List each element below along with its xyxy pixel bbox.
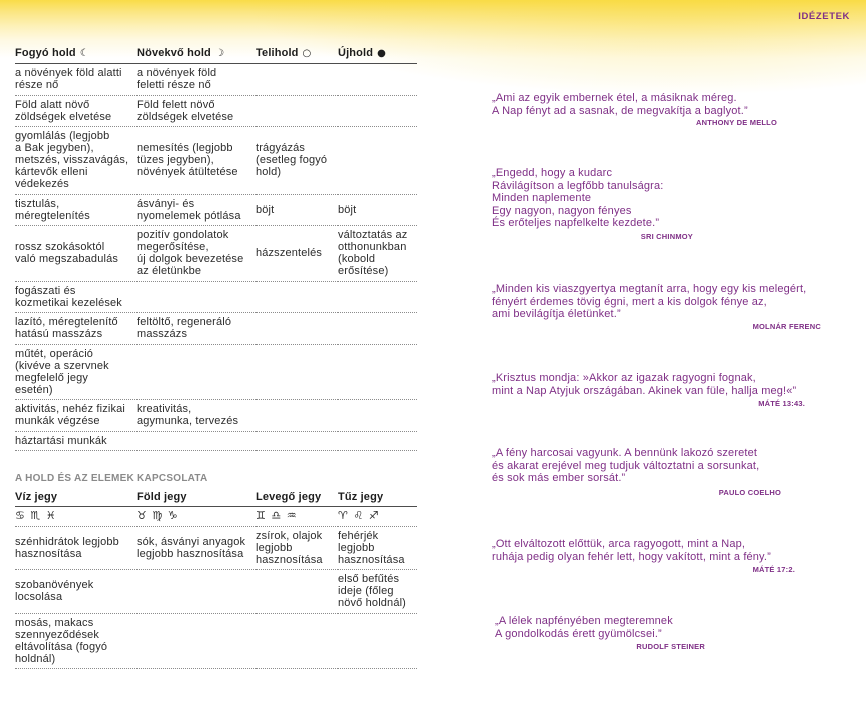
quote-author: MOLNÁR FERENC	[752, 322, 821, 331]
waxing-moon-cell	[137, 344, 256, 400]
header-label: Telihold	[256, 47, 299, 59]
water-sign-cell: mosás, makacs szennyeződések eltávolítása (fogyó holdnál)	[15, 613, 137, 669]
new-moon-cell	[338, 313, 417, 345]
section-label: IDÉZETEK	[798, 11, 850, 22]
full-moon-cell: trágyázás (esetleg fogyó hold)	[256, 127, 338, 195]
elements-table-row	[15, 613, 417, 669]
new-moon-cell: változtatás az otthonunkban (kobold erősítése)	[338, 226, 417, 282]
waxing-moon-cell: pozitív gondolatok megerősítése, új dolgok bevezetése az életünkbe	[137, 226, 256, 282]
elements-table-header-row	[15, 489, 417, 507]
full-moon-cell	[256, 281, 338, 313]
elements-table-row	[15, 526, 417, 570]
quote-author: ANTHONY DE MELLO	[696, 118, 777, 127]
full-moon-cell	[256, 431, 338, 451]
full-moon-icon: ○	[302, 48, 312, 59]
moon-table-row	[15, 344, 417, 400]
quote-author: MÁTÉ 17:2.	[752, 565, 795, 574]
elements-section-title: A HOLD ÉS AZ ELEMEK KAPCSOLATA	[15, 473, 208, 484]
moon-table-row	[15, 127, 417, 195]
header-fire-sign: Tűz jegy	[338, 489, 417, 507]
zodiac-symbols-row	[15, 507, 417, 527]
moon-table-row	[15, 281, 417, 313]
moon-table-row	[15, 194, 417, 226]
waning-moon-cell: tisztulás, méregtelenítés	[15, 194, 137, 226]
new-moon-cell	[338, 127, 417, 195]
moon-elements-table	[15, 489, 417, 669]
header-new-moon	[338, 45, 417, 64]
quote-author: SRI CHINMOY	[640, 232, 693, 241]
waning-moon-cell: a növények föld alatti része nő	[15, 64, 137, 96]
new-moon-cell	[338, 400, 417, 432]
new-moon-cell	[338, 344, 417, 400]
waxing-moon-cell: ásványi- és nyomelemek pótlása	[137, 194, 256, 226]
waxing-moon-cell: nemesítés (legjobb tüzes jegyben), növények átültetése	[137, 127, 256, 195]
air-sign-cell	[256, 570, 338, 614]
new-moon-cell	[338, 64, 417, 96]
waning-moon-cell: Föld alatt növő zöldségek elvetése	[15, 95, 137, 127]
full-moon-cell: házszentelés	[256, 226, 338, 282]
quote-text: „A fény harcosai vagyunk. A bennünk lakozó szeretet és akarat erejével meg tudjuk változtatni a sorsunkat, és sok más ember sorsát.”	[492, 447, 760, 484]
waning-moon-cell: aktivitás, nehéz fizikai munkák végzése	[15, 400, 137, 432]
fire-sign-cell: fehérjék legjobb hasznosítása	[338, 526, 417, 570]
full-moon-cell	[256, 344, 338, 400]
full-moon-cell	[256, 313, 338, 345]
fire-sign-cell: első befűtés ideje (főleg növő holdnál)	[338, 570, 417, 614]
waning-moon-cell: műtét, operáció (kivéve a szervnek megfelelő jegy esetén)	[15, 344, 137, 400]
waxing-moon-cell: kreativitás, agymunka, tervezés	[137, 400, 256, 432]
moon-phase-table	[15, 45, 417, 451]
header-earth-sign: Föld jegy	[137, 489, 256, 507]
waxing-moon-cell: feltöltő, regeneráló masszázs	[137, 313, 256, 345]
quote-author: PAULO COELHO	[718, 488, 781, 497]
earth-signs-icons: ♉ ♍ ♑	[137, 507, 256, 527]
full-moon-cell	[256, 400, 338, 432]
header-full-moon	[256, 45, 338, 64]
header-waning-moon	[15, 45, 137, 64]
header-label: Növekvő hold	[137, 47, 211, 59]
quote-text: „A lélek napfényében megteremnek A gondolkodás érett gyümölcsei.”	[495, 615, 673, 640]
waxing-moon-cell: Föld felett növő zöldségek elvetése	[137, 95, 256, 127]
waxing-moon-cell	[137, 431, 256, 451]
quote-text: „Ott elváltozott előttük, arca ragyogott, mint a Nap, ruhája pedig olyan fehér lett, hogy vakított, mint a fény.”	[492, 538, 771, 563]
new-moon-cell	[338, 281, 417, 313]
air-signs-icons: ♊ ♎ ♒	[256, 507, 338, 527]
quote-author: MÁTÉ 13:43.	[758, 399, 805, 408]
moon-table-row	[15, 64, 417, 96]
waning-moon-cell: rossz szokásoktól való megszabadulás	[15, 226, 137, 282]
waxing-moon-cell: a növények föld feletti része nő	[137, 64, 256, 96]
full-moon-cell	[256, 64, 338, 96]
waning-moon-icon: ☾	[79, 48, 89, 59]
full-moon-cell: böjt	[256, 194, 338, 226]
header-label: Újhold	[338, 47, 374, 59]
new-moon-cell	[338, 431, 417, 451]
fire-signs-icons: ♈ ♌ ♐	[338, 507, 417, 527]
new-moon-cell: böjt	[338, 194, 417, 226]
quote-text: „Minden kis viaszgyertya megtanít arra, hogy egy kis melegért, fényért érdemes tövig égni, mert a kis dolgok fénye az, ami bevilágítja életünket.”	[492, 283, 807, 320]
waning-moon-cell: fogászati és kozmetikai kezelések	[15, 281, 137, 313]
header-air-sign: Levegő jegy	[256, 489, 338, 507]
full-moon-cell	[256, 95, 338, 127]
quote-text: „Engedd, hogy a kudarc Rávilágítson a legfőbb tanulságra: Minden naplemente Egy nagyon, nagyon fényes És erőteljes napfelkelte kezdete.”	[492, 167, 664, 229]
earth-sign-cell	[137, 613, 256, 669]
air-sign-cell	[256, 613, 338, 669]
moon-table-header-row	[15, 45, 417, 64]
earth-sign-cell: sók, ásványi anyagok legjobb hasznosítása	[137, 526, 256, 570]
moon-table-row	[15, 431, 417, 451]
waxing-moon-cell	[137, 281, 256, 313]
waning-moon-cell: lazító, méregtelenítő hatású masszázs	[15, 313, 137, 345]
quote-text: „Ami az egyik embernek étel, a másiknak méreg. A Nap fényt ad a sasnak, de megvakítja a baglyot.”	[492, 92, 748, 117]
fire-sign-cell	[338, 613, 417, 669]
moon-table-row	[15, 226, 417, 282]
new-moon-icon: ●	[377, 48, 386, 59]
water-sign-cell: szobanövények locsolása	[15, 570, 137, 614]
quote-author: RUDOLF STEINER	[636, 642, 705, 651]
header-label: Fogyó hold	[15, 47, 76, 59]
water-signs-icons: ♋ ♏ ♓	[15, 507, 137, 527]
air-sign-cell: zsírok, olajok legjobb hasznosítása	[256, 526, 338, 570]
quote-text: „Krisztus mondja: »Akkor az igazak ragyogni fognak, mint a Nap Atyjuk országában. Akinek van füle, hallja meg!«”	[492, 372, 797, 397]
waxing-moon-icon: ☽	[214, 48, 224, 59]
waning-moon-cell: háztartási munkák	[15, 431, 137, 451]
header-waxing-moon	[137, 45, 256, 64]
waning-moon-cell: gyomlálás (legjobb a Bak jegyben), metszés, visszavágás, kártevők elleni védekezés	[15, 127, 137, 195]
moon-table-row	[15, 95, 417, 127]
header-water-sign: Víz jegy	[15, 489, 137, 507]
earth-sign-cell	[137, 570, 256, 614]
moon-table-row	[15, 400, 417, 432]
new-moon-cell	[338, 95, 417, 127]
water-sign-cell: szénhidrátok legjobb hasznosítása	[15, 526, 137, 570]
elements-table-row	[15, 570, 417, 614]
moon-table-row	[15, 313, 417, 345]
